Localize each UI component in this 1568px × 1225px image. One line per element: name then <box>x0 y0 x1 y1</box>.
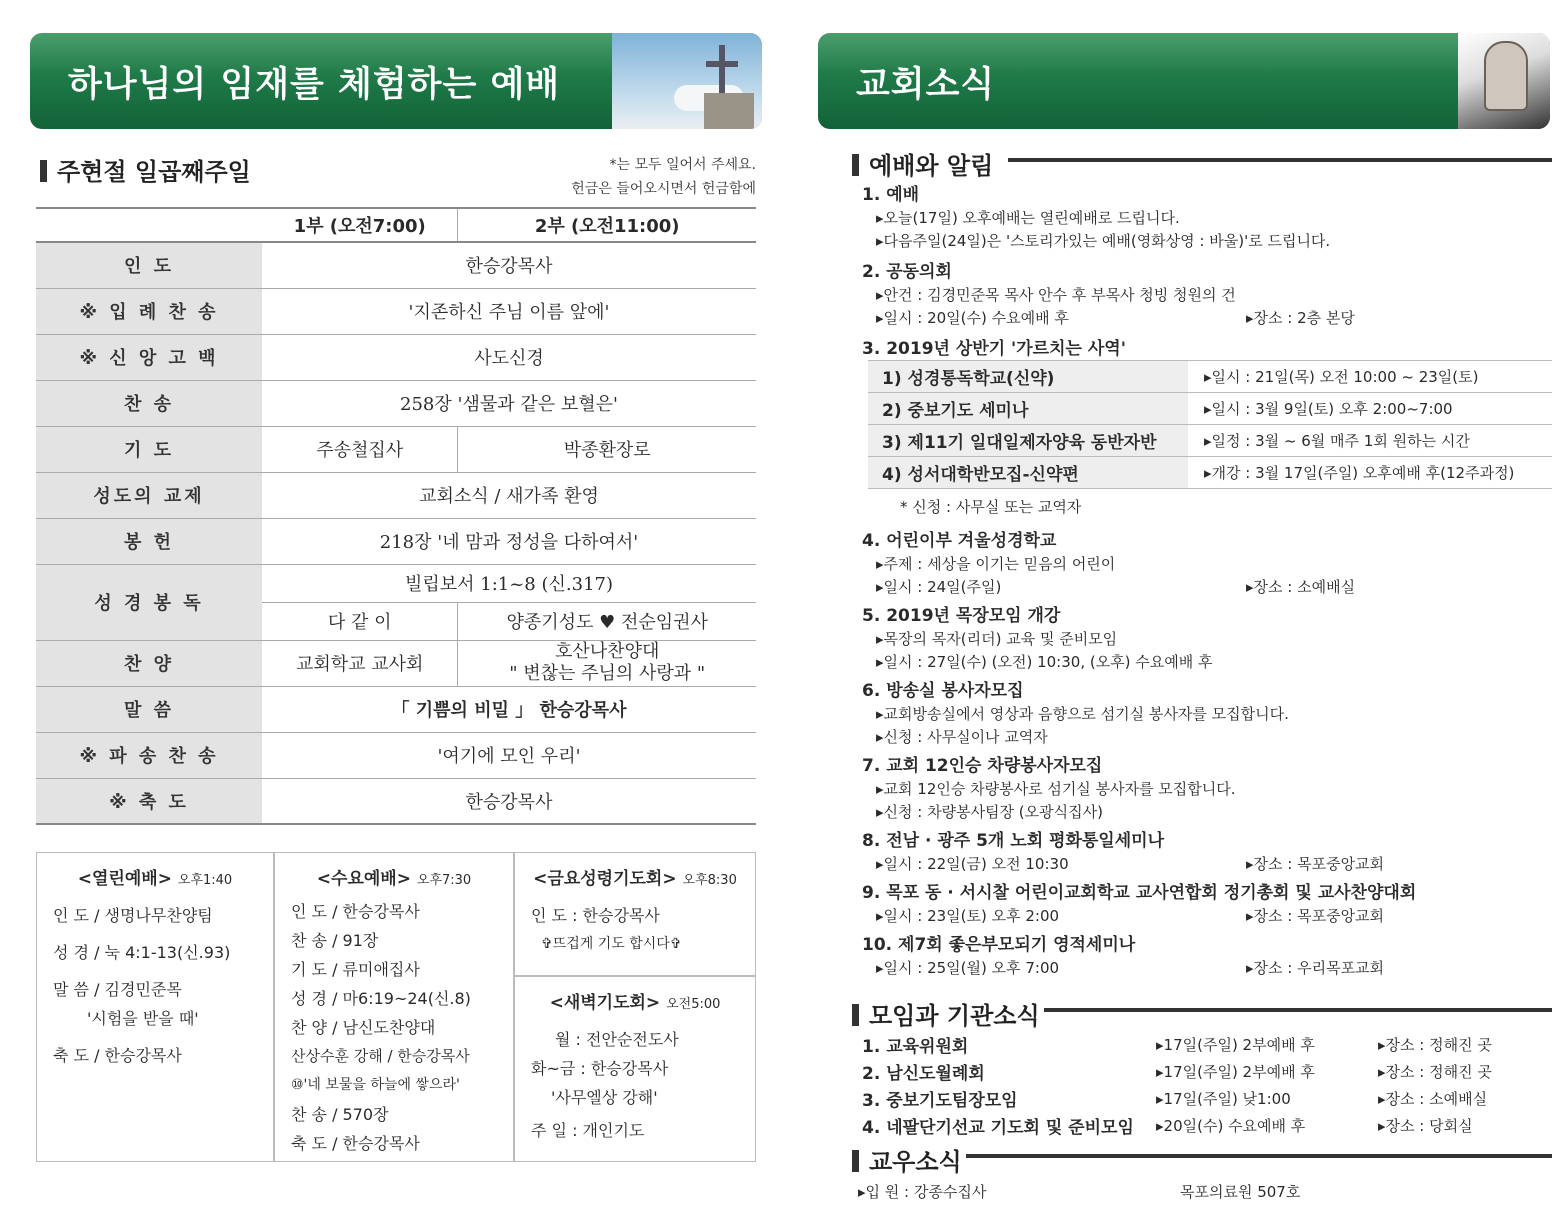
worship-banner-title: 하나님의 임재를 체험하는 예배 <box>68 65 561 105</box>
line: 인 도 / 생명나무찬양팀 <box>53 906 213 925</box>
row-label: 찬 송 <box>36 380 262 426</box>
news-title: 2. 공동의회 <box>862 262 952 282</box>
line: 화~금 : 한승강목사 <box>531 1059 669 1078</box>
news-place: ▸장소 : 목포중앙교회 <box>1246 855 1385 873</box>
line: 주 일 : 개인기도 <box>531 1121 645 1140</box>
service-order-table <box>36 207 756 825</box>
meeting-when: ▸17일(주일) 낮1:00 <box>1156 1090 1291 1108</box>
meeting-name: 3. 중보기도팀장모임 <box>862 1091 1018 1111</box>
friday-prayer-box: <금요성령기도회> 오후8:30 인 도 : 한승강목사 ✞뜨겁게 기도 합시다✞ <box>514 852 756 976</box>
row-label: 성 경 봉 독 <box>36 564 262 640</box>
seminar-name: 4) 성서대학반모집-신약편 <box>868 457 1188 489</box>
cross-image <box>612 33 762 129</box>
member-location: 목포의료원 507호 <box>1180 1183 1301 1201</box>
news-title: 7. 교회 12인승 차량봉사자모집 <box>862 756 1103 776</box>
offering-note: 헌금은 들어오시면서 헌금함에 <box>571 181 756 197</box>
row-value: 218장 '네 맘과 정성을 다하여서' <box>262 518 756 564</box>
news-line: ▸일시 : 25일(월) 오후 7:00 <box>876 959 1060 977</box>
row-value: '여기에 모인 우리' <box>262 732 756 778</box>
row-value: '지존하신 주님 이름 앞에' <box>262 288 756 334</box>
news-title: 9. 목포 동 · 서시찰 어린이교회학교 교사연합회 정기총회 및 교사찬양대회 <box>862 883 1417 903</box>
line: 찬 송 / 91장 <box>291 931 379 950</box>
line: 성 경 / 마6:19~24(신.8) <box>291 989 471 1008</box>
meeting-when: ▸20일(수) 수요예배 후 <box>1156 1117 1306 1135</box>
news-title: 1. 예배 <box>862 185 920 205</box>
line: '사무엘상 강해' <box>551 1088 658 1107</box>
seminar-detail: ▸개강 : 3월 17일(주일) 오후예배 후(12주과정) <box>1188 457 1552 489</box>
row-value: 빌립보서 1:1~8 (신.317) <box>262 564 756 602</box>
news-line: ▸신청 : 차량봉사팀장 (오광식집사) <box>876 803 1103 821</box>
meeting-place: ▸장소 : 정해진 곳 <box>1378 1036 1492 1054</box>
line: 찬 양 / 남신도찬양대 <box>291 1018 436 1037</box>
news-place: ▸장소 : 목포중앙교회 <box>1246 907 1385 925</box>
meeting-name: 2. 남신도월례회 <box>862 1064 985 1084</box>
row-label: ※ 축 도 <box>36 778 262 824</box>
news-line: ▸다음주일(24일)은 '스토리가있는 예배(영화상영 : 바울)'로 드립니다. <box>876 232 1331 250</box>
meeting-name: 1. 교육위원회 <box>862 1037 969 1057</box>
row-label: ※ 신 앙 고 백 <box>36 334 262 380</box>
news-place: ▸장소 : 2층 본당 <box>1246 309 1355 327</box>
row-label: ※ 파 송 찬 송 <box>36 732 262 778</box>
seminar-detail: ▸일시 : 3월 9일(토) 오후 2:00~7:00 <box>1188 393 1552 425</box>
row-label: 인 도 <box>36 242 262 288</box>
line: 기 도 / 류미애집사 <box>291 960 420 979</box>
news-line: ▸목장의 목자(리더) 교육 및 준비모임 <box>876 630 1118 648</box>
news-line: ▸오늘(17일) 오후예배는 열린예배로 드립니다. <box>876 209 1180 227</box>
seminar-name: 2) 중보기도 세미나 <box>868 393 1188 425</box>
line: 인 도 : 한승강목사 <box>531 906 660 925</box>
section-worship-notices: 예배와 알림 <box>852 146 993 181</box>
open-worship-box: <열린예배> 오후1:40 인 도 / 생명나무찬양팀 성 경 / 눅 4:1-13(신.93) 말 씀 / 김경민준목 '시험을 받을 때' 축 도 / 한승강목사 <box>36 852 274 1162</box>
row-label: 봉 헌 <box>36 518 262 564</box>
news-title: 3. 2019년 상반기 '가르치는 사역' <box>862 339 1126 359</box>
meeting-place: ▸장소 : 당회실 <box>1378 1117 1473 1135</box>
news-title: 6. 방송실 봉사자모집 <box>862 681 1024 701</box>
row-label: 찬 양 <box>36 640 262 686</box>
news-line: ▸교회 12인승 차량봉사로 섬기실 봉사자를 모집합니다. <box>876 780 1236 798</box>
news-line: ▸일시 : 27일(수) (오전) 10:30, (오후) 수요예배 후 <box>876 653 1213 671</box>
sermon-title: 「 기쁨의 비밀 」 한승강목사 <box>262 686 756 732</box>
line: 성 경 / 눅 4:1-13(신.93) <box>53 943 231 962</box>
line: 월 : 전안순전도사 <box>555 1030 679 1049</box>
news-line: ▸교회방송실에서 영상과 음향으로 섬기실 봉사자를 모집합니다. <box>876 705 1289 723</box>
row-value: 주송철집사 <box>262 426 458 472</box>
line: ⑩'네 보물을 하늘에 쌓으라' <box>291 1077 460 1093</box>
seminar-table <box>868 360 1552 489</box>
row-label: 말 씀 <box>36 686 262 732</box>
line: ✞뜨겁게 기도 합시다✞ <box>541 936 682 952</box>
seminar-name: 3) 제11기 일대일제자양육 동반자반 <box>868 425 1188 457</box>
member-news: ▸입 원 : 강종수집사 <box>858 1183 987 1201</box>
row-value: 호산나찬양대 <box>555 641 660 662</box>
news-title: 5. 2019년 목장모임 개강 <box>862 606 1061 626</box>
row-value: 양종기성도 ♥ 전순임권사 <box>458 602 756 640</box>
news-title: 8. 전남 · 광주 5개 노회 평화통일세미나 <box>862 831 1164 851</box>
seminar-detail: ▸일정 : 3월 ~ 6월 매주 1회 원하는 시간 <box>1188 425 1552 457</box>
line: 말 씀 / 김경민준목 <box>53 980 182 999</box>
seminar-note: * 신청 : 사무실 또는 교역자 <box>900 498 1082 516</box>
week-title: 주현절 일곱째주일 <box>40 152 251 187</box>
row-value: 한승강목사 <box>262 778 756 824</box>
news-title: 4. 어린이부 겨울성경학교 <box>862 531 1057 551</box>
news-line: ▸주제 : 세상을 이기는 믿음의 어린이 <box>876 555 1116 573</box>
standing-note: *는 모두 일어서 주세요. <box>609 157 756 173</box>
news-place: ▸장소 : 우리목포교회 <box>1246 959 1385 977</box>
section-members: 교우소식 <box>852 1142 962 1177</box>
row-value: 258장 '샘물과 같은 보혈은' <box>262 380 756 426</box>
meeting-name: 4. 네팔단기선교 기도회 및 준비모임 <box>862 1118 1134 1138</box>
second-service-header: 2부 (오전11:00) <box>458 208 756 242</box>
news-line: ▸일시 : 24일(주일) <box>876 578 1002 596</box>
row-value: 박종환장로 <box>458 426 756 472</box>
news-line: ▸신청 : 사무실이나 교역자 <box>876 728 1048 746</box>
news-line: ▸일시 : 20일(수) 수요예배 후 <box>876 309 1069 327</box>
line: '시험을 받을 때' <box>87 1009 199 1028</box>
line: 축 도 / 한승강목사 <box>53 1046 182 1065</box>
news-banner-title: 교회소식 <box>856 65 996 105</box>
news-list-a <box>862 178 1542 361</box>
row-value: 교회학교 교사회 <box>262 640 458 686</box>
news-list-b <box>862 524 1542 980</box>
row-value: 다 같 이 <box>262 602 458 640</box>
seminar-detail: ▸일시 : 21일(목) 오전 10:00 ~ 23일(토) <box>1188 361 1552 393</box>
news-line: ▸일시 : 22일(금) 오전 10:30 <box>876 855 1069 873</box>
line: 산상수훈 강해 / 한승강목사 <box>291 1047 470 1065</box>
section-meetings: 모임과 기관소식 <box>852 996 1040 1031</box>
dawn-prayer-box: <새벽기도회> 오전5:00 월 : 전안순전도사 화~금 : 한승강목사 '사무엘상 강해' 주 일 : 개인기도 <box>514 976 756 1162</box>
row-label: 성도의 교제 <box>36 472 262 518</box>
news-line: ▸안건 : 김경민준목 목사 안수 후 부목사 청빙 청원의 건 <box>876 286 1236 304</box>
meeting-place: ▸장소 : 소예배실 <box>1378 1090 1488 1108</box>
first-service-header: 1부 (오전7:00) <box>262 208 458 242</box>
meeting-place: ▸장소 : 정해진 곳 <box>1378 1063 1492 1081</box>
row-value: " 변찮는 주님의 사랑과 " <box>509 663 706 684</box>
seminar-name: 1) 성경통독학교(신약) <box>868 361 1188 393</box>
line: 축 도 / 한승강목사 <box>291 1134 420 1153</box>
worship-banner <box>30 33 762 129</box>
wednesday-worship-box: <수요예배> 오후7:30 인 도 / 한승강목사 찬 송 / 91장 기 도 / 류미애집사 성 경 / 마6:19~24(신.8) 찬 양 / 남신도찬양대 산상수훈 강해 / 한승강목사 ⑩'네 보물을 하늘에 쌓으라' 찬 송 / 570장 축 도 / 한승강목사 <box>274 852 514 1162</box>
row-value: 한승강목사 <box>262 242 756 288</box>
meeting-when: ▸17일(주일) 2부예배 후 <box>1156 1063 1315 1081</box>
news-line: ▸일시 : 23일(토) 오후 2:00 <box>876 907 1060 925</box>
line: 인 도 / 한승강목사 <box>291 902 420 921</box>
news-place: ▸장소 : 소예배실 <box>1246 578 1356 596</box>
row-label: 기 도 <box>36 426 262 472</box>
row-label: ※ 입 례 찬 송 <box>36 288 262 334</box>
row-value: 교회소식 / 새가족 환영 <box>262 472 756 518</box>
praying-hands-image <box>1458 33 1550 129</box>
meeting-when: ▸17일(주일) 2부예배 후 <box>1156 1036 1315 1054</box>
row-value: 사도신경 <box>262 334 756 380</box>
line: 찬 송 / 570장 <box>291 1105 389 1124</box>
news-banner <box>818 33 1550 129</box>
news-title: 10. 제7회 좋은부모되기 영적세미나 <box>862 935 1136 955</box>
